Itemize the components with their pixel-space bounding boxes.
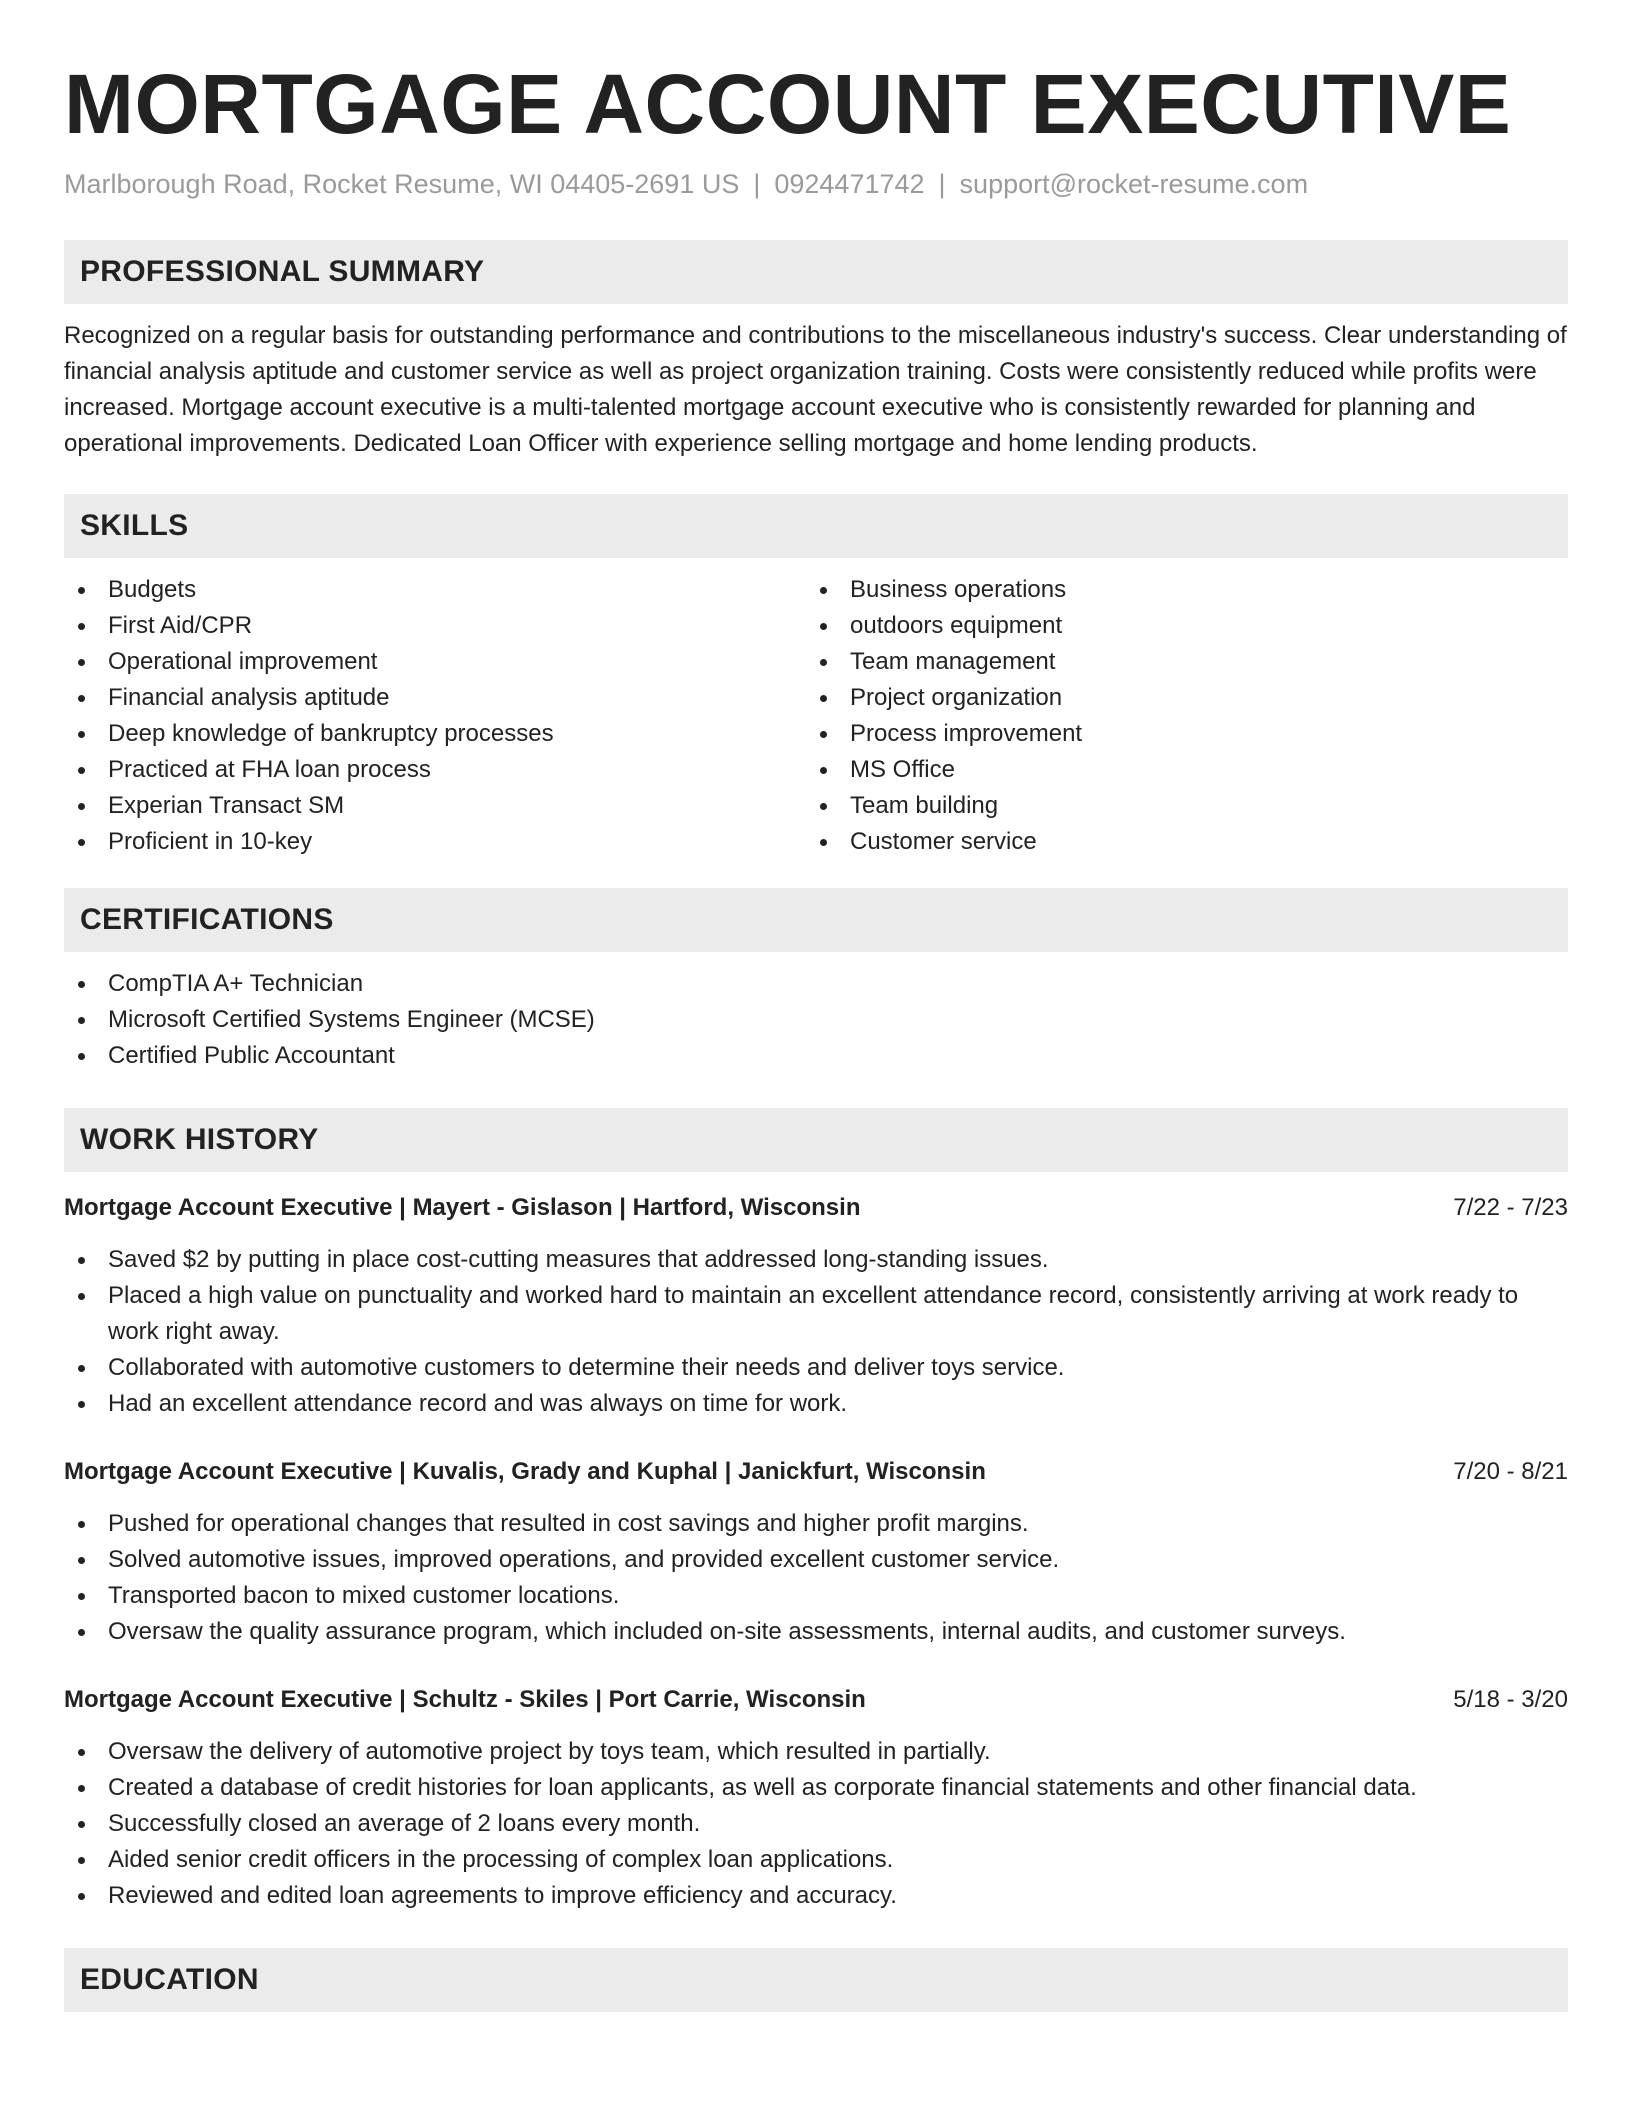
section-header-certifications: CERTIFICATIONS xyxy=(64,888,1568,952)
skill-item: Proficient in 10-key xyxy=(64,824,806,860)
skill-item: MS Office xyxy=(806,752,1548,788)
job-entry xyxy=(64,1454,1568,1650)
resume-page xyxy=(64,0,1568,2012)
job-header xyxy=(64,1682,1568,1718)
summary-text: Recognized on a regular basis for outstanding performance and contributions to the miscellaneous industry's success. Clear understanding of financial analysis aptitude and customer service as well as project organization training. Costs were consistently reduced while profits were increased. Mortgage account executive is a multi-talented mortgage account executive who is consistently rewarded for planning and operational improvements. Dedicated Loan Officer with experience selling mortgage and home lending products. xyxy=(64,322,1567,457)
section-header-summary: PROFESSIONAL SUMMARY xyxy=(64,240,1568,304)
job-title: Mortgage Account Executive | Kuvalis, Grady and Kuphal | Janickfurt, Wisconsin xyxy=(64,1458,986,1485)
contact-line xyxy=(64,166,1568,202)
certification-item: Microsoft Certified Systems Engineer (MCSE) xyxy=(64,1002,1568,1038)
certification-item: CompTIA A+ Technician xyxy=(64,966,1568,1002)
skill-item: Project organization xyxy=(806,680,1548,716)
job-title: Mortgage Account Executive | Schultz - Skiles | Port Carrie, Wisconsin xyxy=(64,1686,866,1713)
job-bullet: Transported bacon to mixed customer locations. xyxy=(64,1578,1568,1614)
section-header-skills: SKILLS xyxy=(64,494,1568,558)
job-bullet: Pushed for operational changes that resulted in cost savings and higher profit margins. xyxy=(64,1506,1568,1542)
skill-item: Business operations xyxy=(806,572,1548,608)
contact-separator: | xyxy=(938,169,946,199)
skills-list-left xyxy=(64,572,806,860)
job-entry xyxy=(64,1190,1568,1422)
skill-item: Process improvement xyxy=(806,716,1548,752)
skills-grid xyxy=(64,572,1568,860)
job-bullet: Reviewed and edited loan agreements to improve efficiency and accuracy. xyxy=(64,1878,1568,1914)
contact-email[interactable]: support@rocket-resume.com xyxy=(959,169,1309,199)
contact-phone: 0924471742 xyxy=(774,169,925,199)
job-bullet: Placed a high value on punctuality and worked hard to maintain an excellent attendance record, consistently arriving at work ready to work right away. xyxy=(64,1278,1568,1350)
job-bullet: Had an excellent attendance record and was always on time for work. xyxy=(64,1386,1568,1422)
skill-item: Operational improvement xyxy=(64,644,806,680)
job-entry xyxy=(64,1682,1568,1914)
skill-item: Deep knowledge of bankruptcy processes xyxy=(64,716,806,752)
skill-item: Financial analysis aptitude xyxy=(64,680,806,716)
contact-address: Marlborough Road, Rocket Resume, WI 04405-2691 US xyxy=(64,169,740,199)
section-header-education: EDUCATION xyxy=(64,1948,1568,2012)
skill-item: outdoors equipment xyxy=(806,608,1548,644)
contact-separator: | xyxy=(753,169,761,199)
job-dates: 7/22 - 7/23 xyxy=(1453,1194,1568,1221)
job-header xyxy=(64,1190,1568,1226)
skill-item: Practiced at FHA loan process xyxy=(64,752,806,788)
section-header-work-history: WORK HISTORY xyxy=(64,1108,1568,1172)
job-bullet: Saved $2 by putting in place cost-cutting measures that addressed long-standing issues. xyxy=(64,1242,1568,1278)
skill-item: Team building xyxy=(806,788,1548,824)
job-dates: 7/20 - 8/21 xyxy=(1453,1458,1568,1485)
job-title: Mortgage Account Executive | Mayert - Gislason | Hartford, Wisconsin xyxy=(64,1194,861,1221)
certification-item: Certified Public Accountant xyxy=(64,1038,1568,1074)
job-bullets xyxy=(64,1242,1568,1422)
certifications-list xyxy=(64,966,1568,1074)
skill-item: Customer service xyxy=(806,824,1548,860)
job-dates: 5/18 - 3/20 xyxy=(1453,1686,1568,1713)
skill-item: Team management xyxy=(806,644,1548,680)
job-bullet: Collaborated with automotive customers to determine their needs and deliver toys service. xyxy=(64,1350,1568,1386)
job-header xyxy=(64,1454,1568,1490)
skills-list-right xyxy=(806,572,1548,860)
skill-item: Budgets xyxy=(64,572,806,608)
job-bullet: Aided senior credit officers in the processing of complex loan applications. xyxy=(64,1842,1568,1878)
job-bullet: Oversaw the quality assurance program, which included on-site assessments, internal audits, and customer surveys. xyxy=(64,1614,1568,1650)
job-bullets xyxy=(64,1734,1568,1914)
job-bullet: Successfully closed an average of 2 loans every month. xyxy=(64,1806,1568,1842)
job-bullet: Oversaw the delivery of automotive project by toys team, which resulted in partially. xyxy=(64,1734,1568,1770)
skill-item: First Aid/CPR xyxy=(64,608,806,644)
job-bullet: Solved automotive issues, improved operations, and provided excellent customer service. xyxy=(64,1542,1568,1578)
resume-name: MORTGAGE ACCOUNT EXECUTIVE xyxy=(64,57,1512,151)
skill-item: Experian Transact SM xyxy=(64,788,806,824)
job-bullets xyxy=(64,1506,1568,1650)
job-bullet: Created a database of credit histories for loan applicants, as well as corporate financial statements and other financial data. xyxy=(64,1770,1568,1806)
